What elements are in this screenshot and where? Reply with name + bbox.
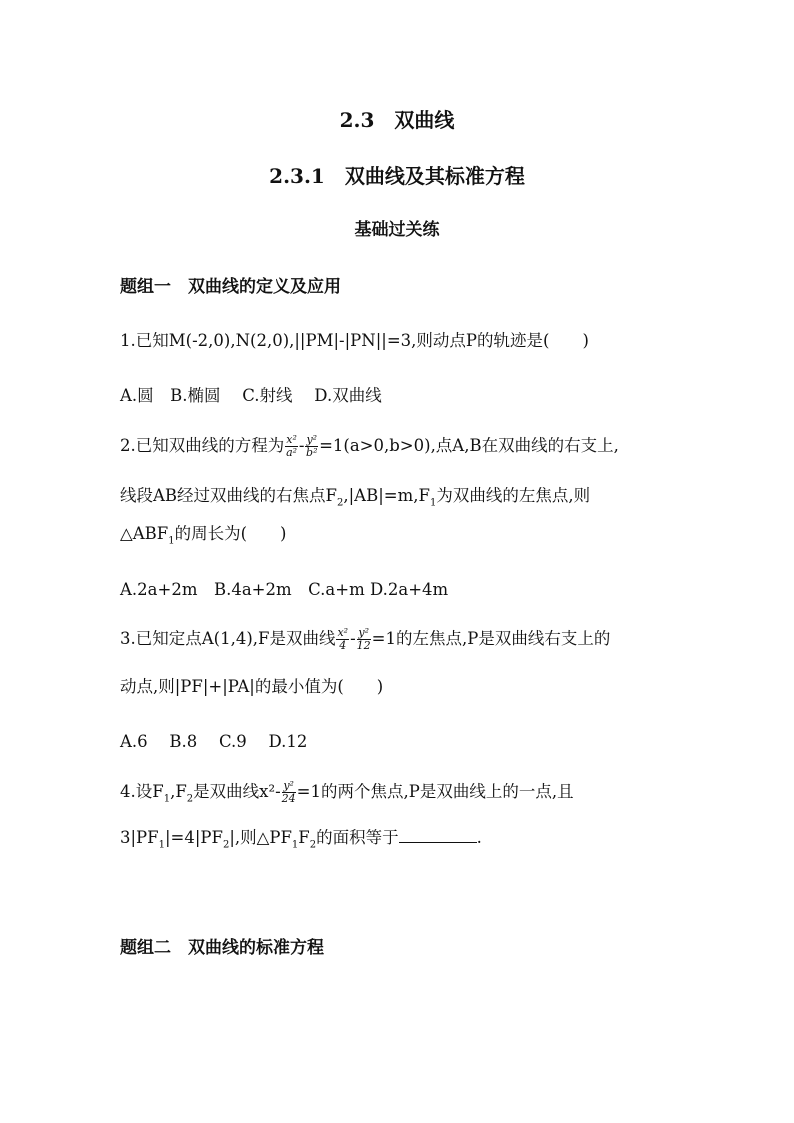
answer-blank[interactable] xyxy=(399,828,477,843)
group-two-heading: 题组二 双曲线的标准方程 xyxy=(120,938,324,958)
q2-fraction-x: $\frac{\text{x²}}{\text{a²}}$ xyxy=(286,433,298,459)
question-4-line-1: 4.设$F_1,F_2$是双曲线x²- $\frac{\text{y²}}{24}$ =1的两个焦点,P是双曲线上的一点,且 xyxy=(120,779,574,805)
question-2-line-2: 线段AB经过双曲线的右焦点$F_2,|AB|=m,F_1$为双曲线的左焦点,则 xyxy=(120,486,591,509)
section-title: 2.3.1 双曲线及其标准方程 xyxy=(269,164,525,188)
question-3-line-1: 3.已知定点A(1,4),F是双曲线 $\frac{\text{x²}}{4}$ - $\frac{\text{y²}}{12}$ =1的左焦点,P是双曲线右支上的 xyxy=(120,626,611,652)
question-1-options: A.圆 B.椭圆 C.射线 D.双曲线 xyxy=(120,386,382,405)
q4-fraction-y: $\frac{\text{y²}}{24}$ xyxy=(281,779,296,805)
question-1-stem: 1.已知M(-2,0),N(2,0),||PM|-|PN||=3,则动点P的轨迹是( ) xyxy=(120,331,589,350)
question-4-line-2: $3|PF_1|=4|PF_2|$,则$\triangle PF_1F_2$的面积等于 . xyxy=(120,828,482,851)
question-2-line-3: $\triangle ABF_1$的周长为( ) xyxy=(120,524,287,547)
q3-fraction-x: $\frac{\text{x²}}{4}$ xyxy=(337,626,349,652)
q3-fraction-y: $\frac{\text{y²}}{12}$ xyxy=(356,626,371,652)
q2-fraction-y: $\frac{\text{y²}}{\text{b²}}$ xyxy=(306,433,318,459)
question-3-options: A.6 B.8 C.9 D.12 xyxy=(120,732,308,751)
q2-minus: - xyxy=(298,436,305,455)
question-2-options: A.2a+2m B.4a+2m C.a+m D.2a+4m xyxy=(120,580,449,599)
q2-pre: 2.已知双曲线的方程为 xyxy=(120,436,285,455)
question-3-line-2: 动点,则|PF|+|PA|的最小值为( ) xyxy=(120,677,384,696)
q2-post: =1(a>0,b>0),点A,B在双曲线的右支上, xyxy=(319,436,619,455)
question-2-line-1 xyxy=(120,432,619,459)
exercise-heading: 基础过关练 xyxy=(354,220,440,240)
group-one-heading: 题组一 双曲线的定义及应用 xyxy=(120,277,341,297)
chapter-title: 2.3 双曲线 xyxy=(339,108,455,132)
